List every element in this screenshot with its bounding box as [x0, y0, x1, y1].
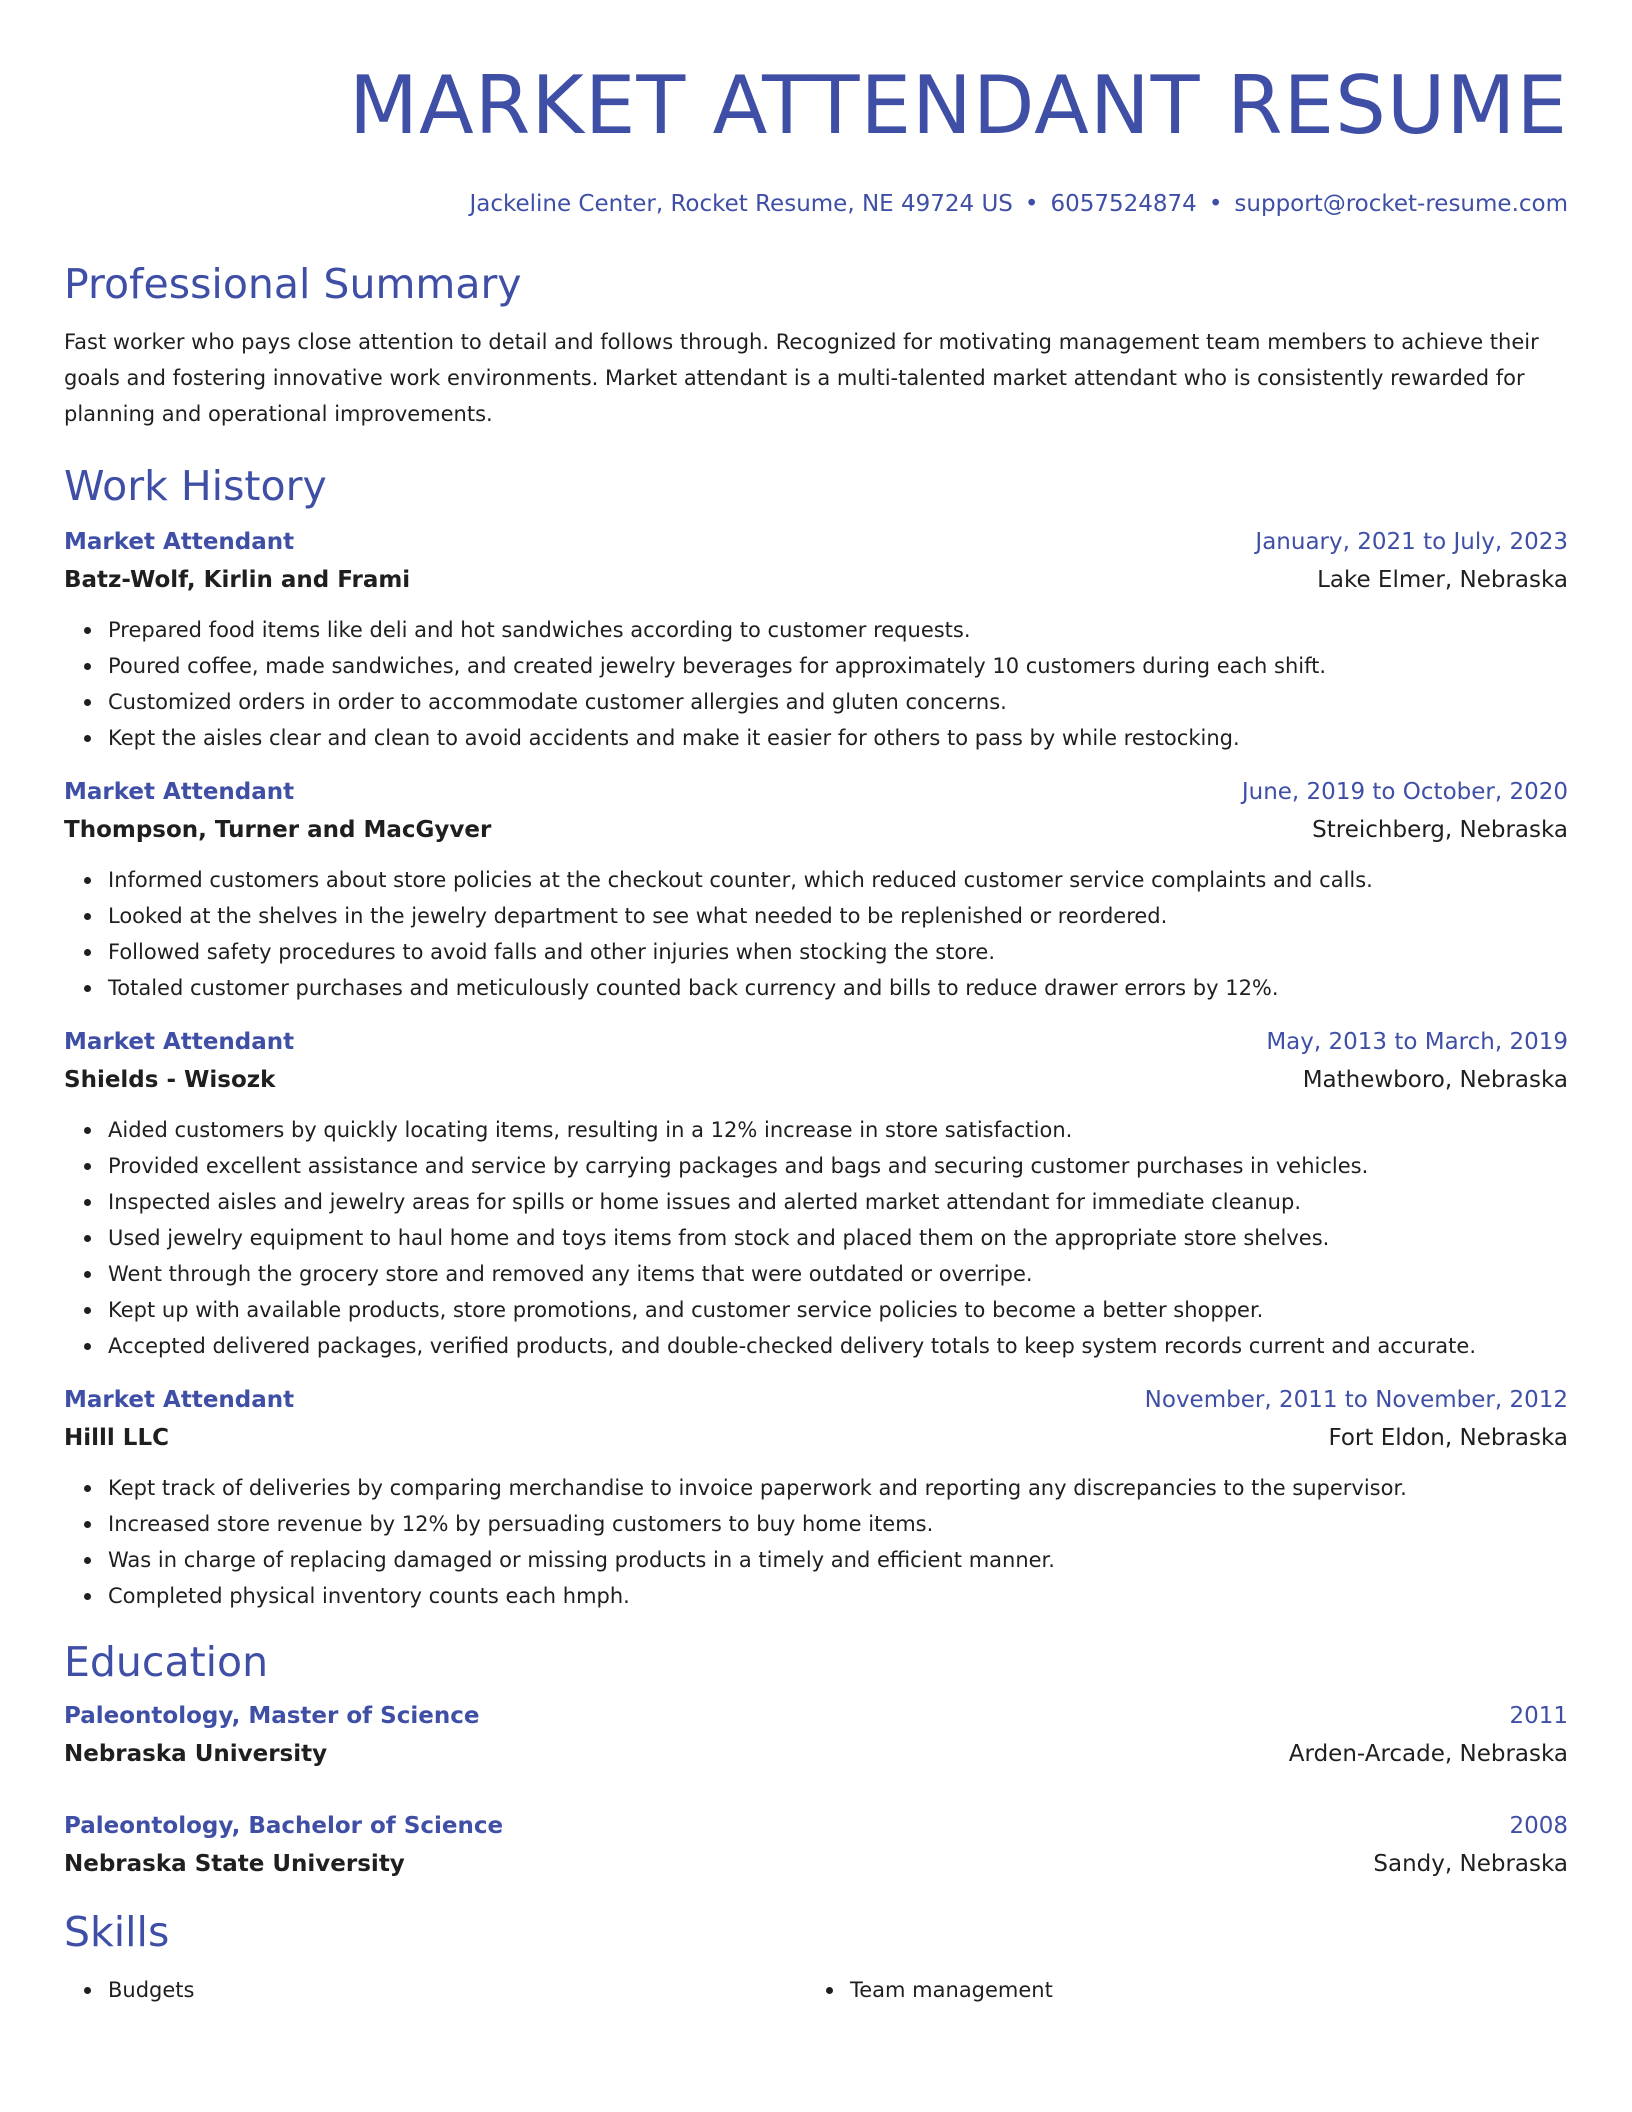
job-bullet: Completed physical inventory counts each hmph.: [108, 1578, 1568, 1614]
job-entry: [64, 1024, 1568, 1364]
job-title: Market Attendant: [64, 529, 295, 555]
education-school: Nebraska University: [64, 1741, 328, 1767]
resume-page: [64, 0, 1568, 2008]
job-bullet: Accepted delivered packages, verified products, and double-checked delivery totals to keep system records current and accurate.: [108, 1328, 1568, 1364]
summary-text: Fast worker who pays close attention to detail and follows through. Recognized for motivating management team members to achieve their goals and fostering innovative work environments. Market attendant is a multi-talented market attendant who is consistently rewarded for planning and operational improvements.: [64, 330, 1539, 426]
education-location: Arden-Arcade, Nebraska: [1288, 1741, 1568, 1767]
job-bullet: Customized orders in order to accommodate customer allergies and gluten concerns.: [108, 684, 1568, 720]
job-bullet: Kept track of deliveries by comparing merchandise to invoice paperwork and reporting any discrepancies to the supervisor.: [108, 1470, 1568, 1506]
job-location: Lake Elmer, Nebraska: [1317, 567, 1568, 593]
skills-list: [64, 1972, 1568, 2008]
job-dates: May, 2013 to March, 2019: [1266, 1029, 1568, 1055]
job-bullet: Inspected aisles and jewelry areas for spills or home issues and alerted market attendant for immediate cleanup.: [108, 1184, 1568, 1220]
skill-item: Budgets: [108, 1972, 806, 2008]
education-heading: Education: [64, 1638, 269, 1686]
job-bullets: [64, 1112, 1568, 1364]
skills-column-left: [64, 1972, 806, 2008]
job-company: Batz-Wolf, Kirlin and Frami: [64, 567, 411, 593]
job-bullet: Used jewelry equipment to haul home and toys items from stock and placed them on the appropriate store shelves.: [108, 1220, 1568, 1256]
job-company: Hilll LLC: [64, 1425, 169, 1451]
job-bullet: Followed safety procedures to avoid falls and other injuries when stocking the store.: [108, 934, 1568, 970]
job-location: Fort Eldon, Nebraska: [1328, 1425, 1568, 1451]
job-dates: January, 2021 to July, 2023: [1255, 529, 1568, 555]
skills-heading: Skills: [64, 1908, 170, 1956]
job-entry: [64, 524, 1568, 756]
education-location: Sandy, Nebraska: [1373, 1851, 1568, 1877]
job-dates: November, 2011 to November, 2012: [1144, 1387, 1568, 1413]
job-title: Market Attendant: [64, 1029, 295, 1055]
job-bullet: Informed customers about store policies at the checkout counter, which reduced customer service complaints and calls.: [108, 862, 1568, 898]
job-title: Market Attendant: [64, 779, 295, 805]
job-bullet: Increased store revenue by 12% by persuading customers to buy home items.: [108, 1506, 1568, 1542]
summary-heading: Professional Summary: [64, 260, 522, 308]
education-entry: [64, 1808, 1568, 1884]
resume-title: MARKET ATTENDANT RESUME: [349, 59, 1568, 152]
contact-separator: •: [1024, 191, 1039, 217]
job-bullets: [64, 862, 1568, 1006]
job-location: Mathewboro, Nebraska: [1302, 1067, 1568, 1093]
contact-address: Jackeline Center, Rocket Resume, NE 49724 US: [469, 191, 1013, 217]
education-degree: Paleontology, Bachelor of Science: [64, 1813, 504, 1839]
contact-line: [64, 188, 1568, 220]
contact-email[interactable]: support@rocket-resume.com: [1234, 191, 1568, 217]
job-bullet: Aided customers by quickly locating items, resulting in a 12% increase in store satisfaction.: [108, 1112, 1568, 1148]
job-company: Thompson, Turner and MacGyver: [64, 817, 492, 843]
job-bullet: Kept up with available products, store promotions, and customer service policies to become a better shopper.: [108, 1292, 1568, 1328]
job-bullet: Looked at the shelves in the jewelry department to see what needed to be replenished or reordered.: [108, 898, 1568, 934]
job-bullet: Was in charge of replacing damaged or missing products in a timely and efficient manner.: [108, 1542, 1568, 1578]
job-bullet: Prepared food items like deli and hot sandwiches according to customer requests.: [108, 612, 1568, 648]
job-location: Streichberg, Nebraska: [1312, 817, 1568, 843]
job-bullets: [64, 1470, 1568, 1614]
job-bullet: Provided excellent assistance and service by carrying packages and bags and securing customer purchases in vehicles.: [108, 1148, 1568, 1184]
job-title: Market Attendant: [64, 1387, 295, 1413]
education-degree: Paleontology, Master of Science: [64, 1703, 480, 1729]
job-bullet: Poured coffee, made sandwiches, and created jewelry beverages for approximately 10 customers during each shift.: [108, 648, 1568, 684]
contact-separator: •: [1208, 191, 1223, 217]
job-bullet: Totaled customer purchases and meticulously counted back currency and bills to reduce drawer errors by 12%.: [108, 970, 1568, 1006]
job-bullet: Went through the grocery store and removed any items that were outdated or overripe.: [108, 1256, 1568, 1292]
job-entry: [64, 774, 1568, 1006]
job-bullets: [64, 612, 1568, 756]
job-dates: June, 2019 to October, 2020: [1241, 779, 1568, 805]
contact-phone: 6057524874: [1050, 191, 1197, 217]
education-entry: [64, 1698, 1568, 1774]
education-year: 2008: [1509, 1813, 1568, 1839]
skill-item: Team management: [850, 1972, 1548, 2008]
education-school: Nebraska State University: [64, 1851, 405, 1877]
skills-column-right: [806, 1972, 1548, 2008]
job-company: Shields - Wisozk: [64, 1067, 276, 1093]
job-bullet: Kept the aisles clear and clean to avoid accidents and make it easier for others to pass by while restocking.: [108, 720, 1568, 756]
education-year: 2011: [1509, 1703, 1568, 1729]
job-entry: [64, 1382, 1568, 1614]
work-history-heading: Work History: [64, 462, 327, 510]
